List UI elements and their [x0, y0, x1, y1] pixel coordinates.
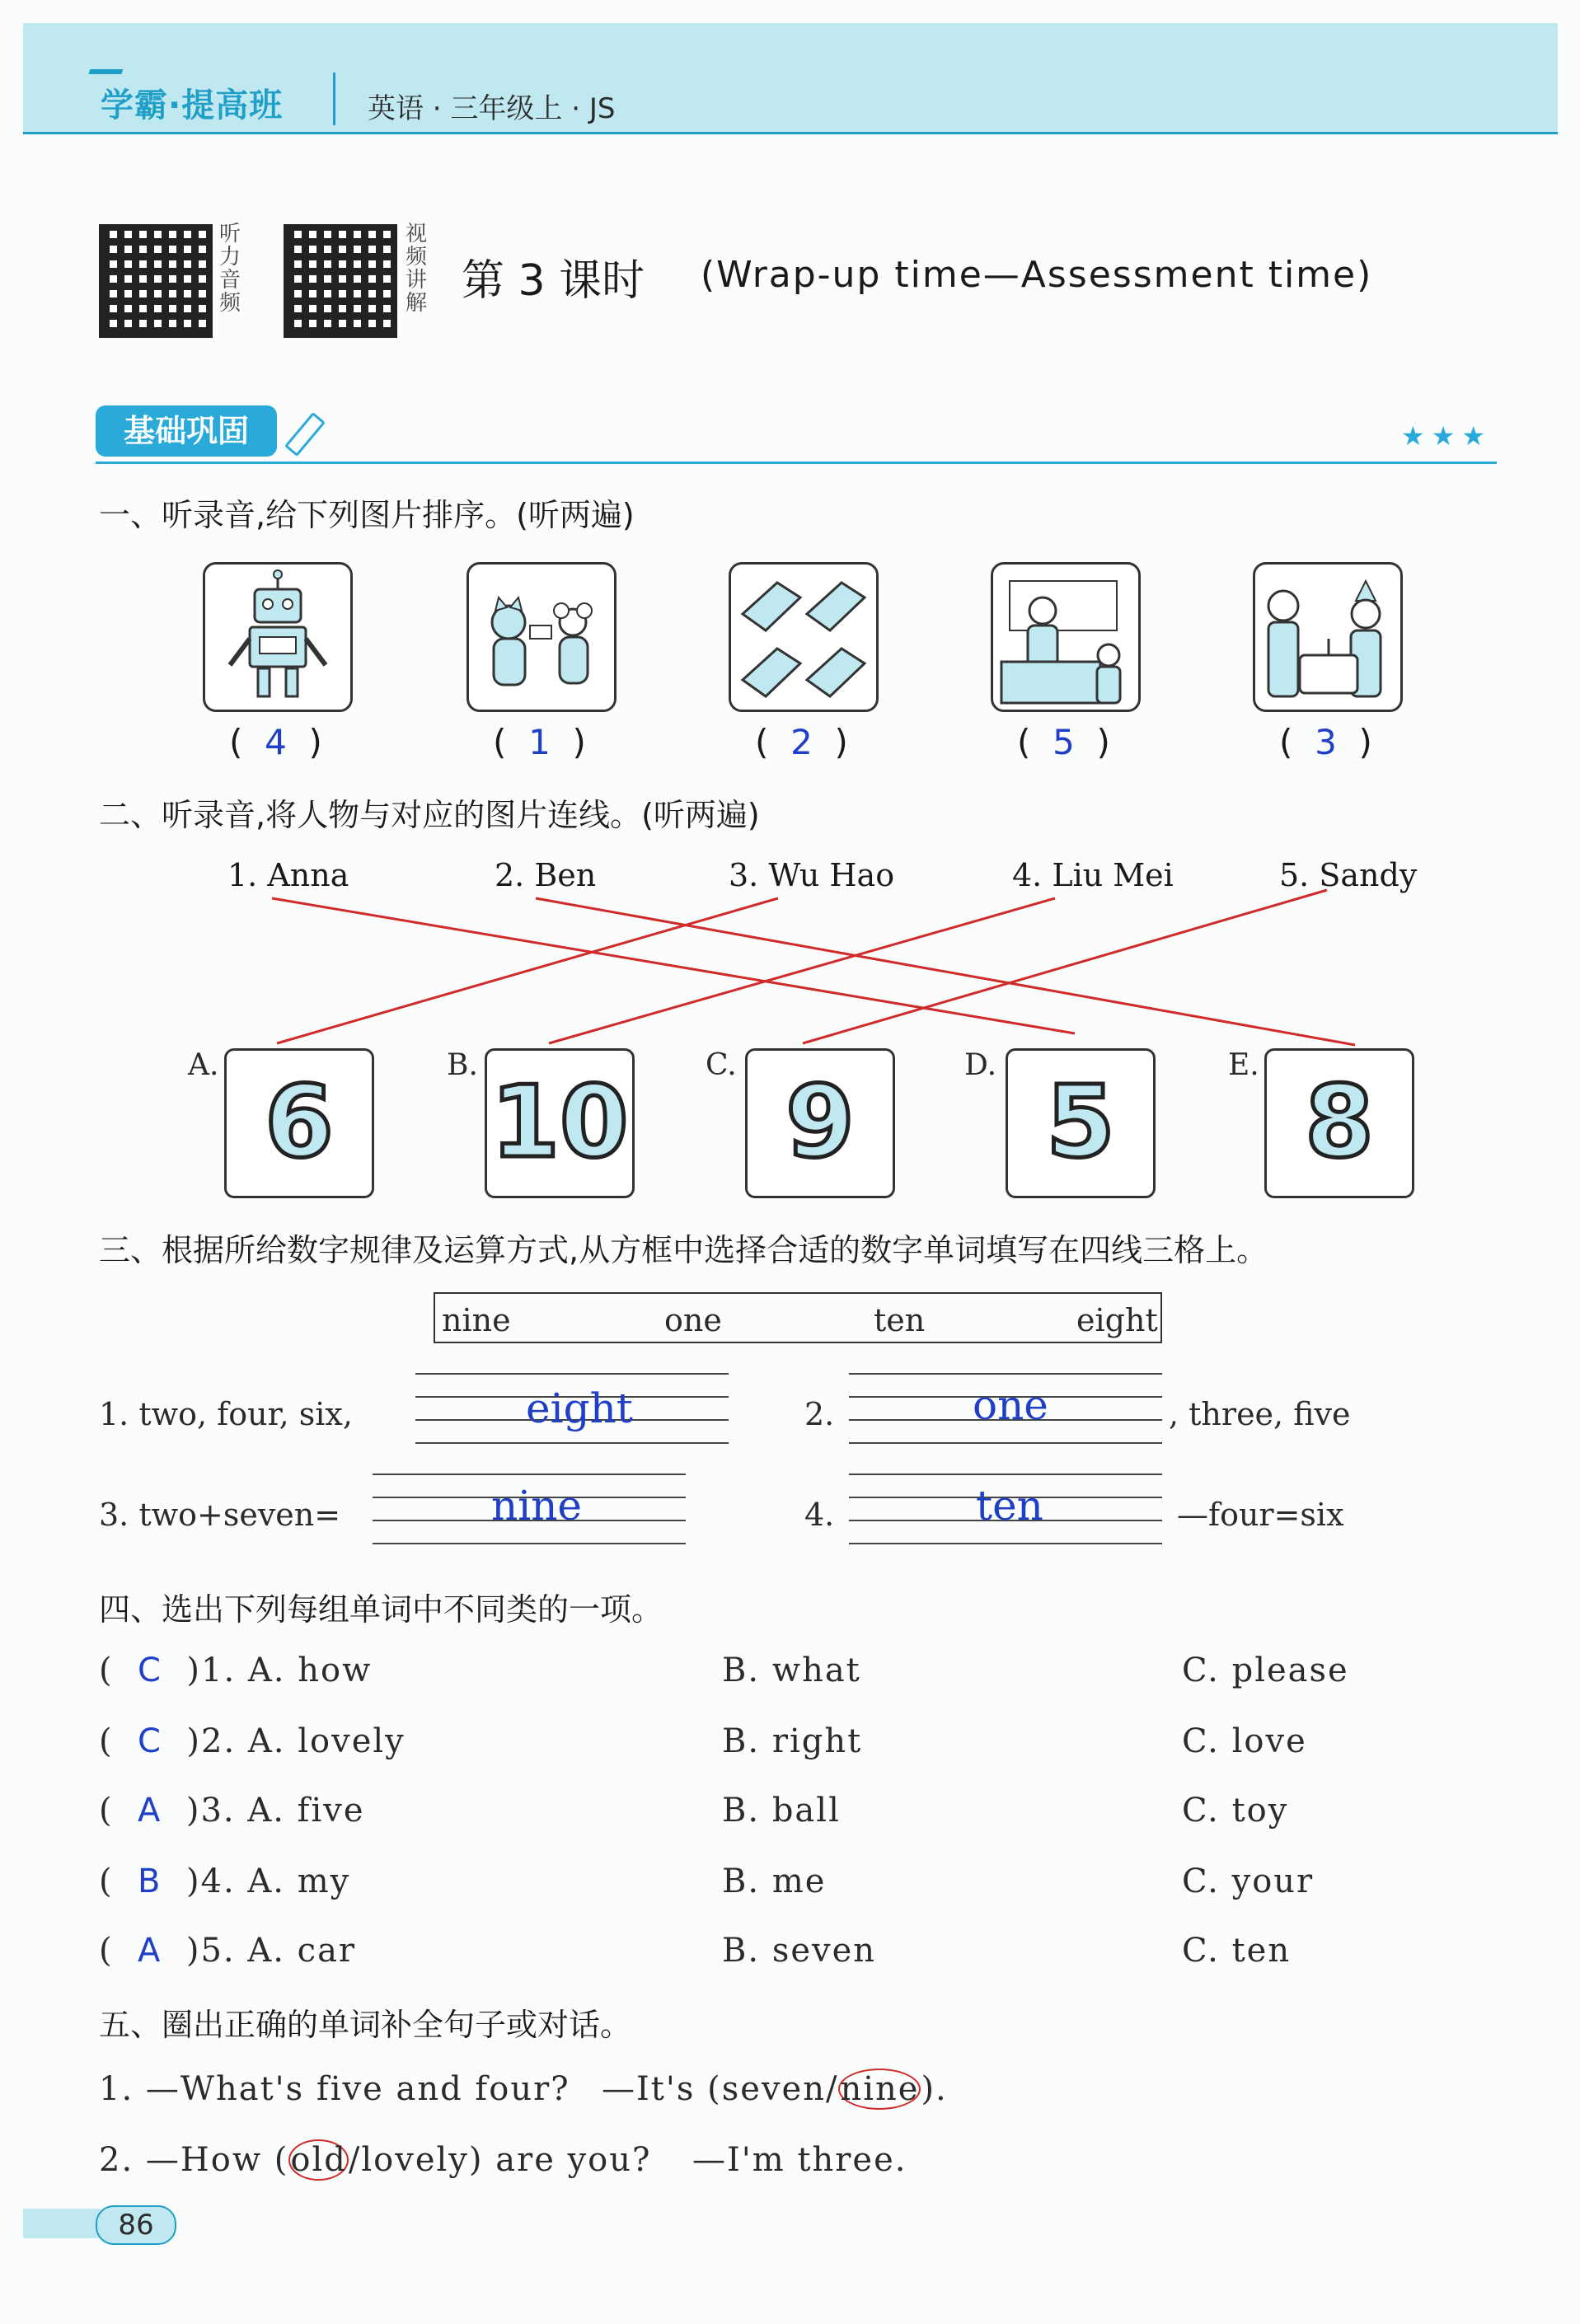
name-label: 1. Anna: [227, 857, 349, 893]
choice-b: B. seven: [722, 1932, 877, 1970]
choice-row: ( A )3. A. five: [99, 1792, 365, 1830]
difficulty-stars: ★★★: [1401, 420, 1493, 452]
answer-slot[interactable]: ( 4 ): [229, 722, 322, 762]
match-line: [803, 890, 1327, 1043]
answer-slot[interactable]: ( 2 ): [755, 722, 848, 762]
choice-row: ( C )2. A. lovely: [99, 1722, 406, 1760]
choice-row: ( C )1. A. how: [99, 1652, 373, 1689]
box-letter: A.: [188, 1048, 219, 1082]
box-letter: C.: [706, 1048, 737, 1082]
circled-word[interactable]: nine: [840, 2070, 920, 2108]
choice-answer[interactable]: A: [138, 1792, 162, 1830]
match-line: [549, 898, 1055, 1043]
q1-heading: 一、听录音,给下列图片排序。(听两遍): [99, 497, 635, 533]
q3-item-suffix: , three, five: [1169, 1396, 1351, 1432]
name-label: 5. Sandy: [1279, 857, 1418, 893]
choice-b: B. ball: [722, 1792, 841, 1830]
q3-heading: 三、根据所给数字规律及运算方式,从方框中选择合适的数字单词填写在四线三格上。: [99, 1232, 1268, 1268]
number-card: 9: [745, 1048, 895, 1198]
word-box: [434, 1292, 1162, 1343]
filled-answer: one: [973, 1381, 1048, 1429]
header-subject: 英语 · 三年级上 · JS: [368, 92, 616, 125]
choice-c: C. ten: [1182, 1932, 1292, 1970]
filled-answer: eight: [526, 1385, 633, 1432]
q5-line2-question: 2. —How (old/lovely) are you?: [99, 2141, 652, 2179]
name-label: 3. Wu Hao: [729, 857, 895, 893]
name-label: 2. Ben: [495, 857, 597, 893]
q3-item-prefix: 4.: [804, 1497, 835, 1533]
match-line: [536, 898, 1355, 1045]
box-word: one: [664, 1302, 722, 1338]
choice-c: C. your: [1182, 1862, 1315, 1900]
q4-heading: 四、选出下列每组单词中不同类的一项。: [99, 1591, 663, 1628]
qr-audio-label: 听力音频: [219, 222, 241, 316]
four-line-grid[interactable]: [849, 1373, 1162, 1449]
brand-title: 学霸·提高班: [101, 87, 284, 124]
box-letter: D.: [964, 1048, 997, 1082]
q3-item-suffix: —four=six: [1177, 1497, 1344, 1533]
q5-line2-answer: —I'm three.: [692, 2141, 907, 2179]
four-line-grid[interactable]: [373, 1474, 686, 1549]
box-letter: B.: [447, 1048, 478, 1082]
qr-video-label: 视频讲解: [406, 222, 428, 316]
lesson-title: 第 3 课时: [462, 256, 645, 306]
choice-b: B. right: [722, 1722, 863, 1760]
match-line: [272, 898, 1075, 1033]
q3-item-prefix: 3. two+seven=: [99, 1497, 341, 1533]
number-card: 5: [1006, 1048, 1156, 1198]
q5-heading: 五、圈出正确的单词补全句子或对话。: [99, 2007, 632, 2043]
filled-answer: ten: [976, 1482, 1043, 1530]
choice-answer[interactable]: B: [138, 1862, 162, 1900]
q3-item-prefix: 1. two, four, six,: [99, 1396, 353, 1432]
answer-slot[interactable]: ( 5 ): [1017, 722, 1110, 762]
page-number: 86: [96, 2205, 176, 2245]
matching-lines: [0, 0, 1580, 1154]
answer-slot[interactable]: ( 1 ): [493, 722, 586, 762]
filled-answer: nine: [491, 1482, 582, 1530]
choice-answer[interactable]: A: [138, 1932, 162, 1970]
four-line-grid[interactable]: [415, 1373, 729, 1449]
choice-c: C. toy: [1182, 1792, 1289, 1830]
circled-word[interactable]: old: [290, 2141, 347, 2179]
q5-line1-question: 1. —What's five and four?: [99, 2070, 570, 2108]
q3-item-prefix: 2.: [804, 1396, 835, 1432]
choice-c: C. love: [1182, 1722, 1307, 1760]
page-band: [23, 2209, 101, 2238]
choice-c: C. please: [1182, 1652, 1349, 1689]
box-word: nine: [442, 1302, 511, 1338]
q2-heading: 二、听录音,将人物与对应的图片连线。(听两遍): [99, 797, 760, 833]
box-letter: E.: [1228, 1048, 1259, 1082]
choice-b: B. what: [722, 1652, 861, 1689]
section-badge: 基础巩固: [96, 405, 277, 457]
name-label: 4. Liu Mei: [1012, 857, 1174, 893]
choice-row: ( B )4. A. my: [99, 1862, 351, 1900]
number-card: 8: [1264, 1048, 1414, 1198]
box-word: eight: [1076, 1302, 1158, 1338]
lesson-subtitle: (Wrap-up time—Assessment time): [701, 254, 1373, 296]
number-card: 6: [224, 1048, 374, 1198]
answer-slot[interactable]: ( 3 ): [1279, 722, 1372, 762]
choice-row: ( A )5. A. car: [99, 1932, 357, 1970]
four-line-grid[interactable]: [849, 1474, 1162, 1549]
number-card: 10: [485, 1048, 635, 1198]
choice-answer[interactable]: C: [138, 1722, 162, 1760]
q5-line1-answer: —It's (seven/nine).: [602, 2070, 948, 2108]
box-word: ten: [874, 1302, 926, 1338]
choice-b: B. me: [722, 1862, 827, 1900]
choice-answer[interactable]: C: [138, 1652, 162, 1689]
